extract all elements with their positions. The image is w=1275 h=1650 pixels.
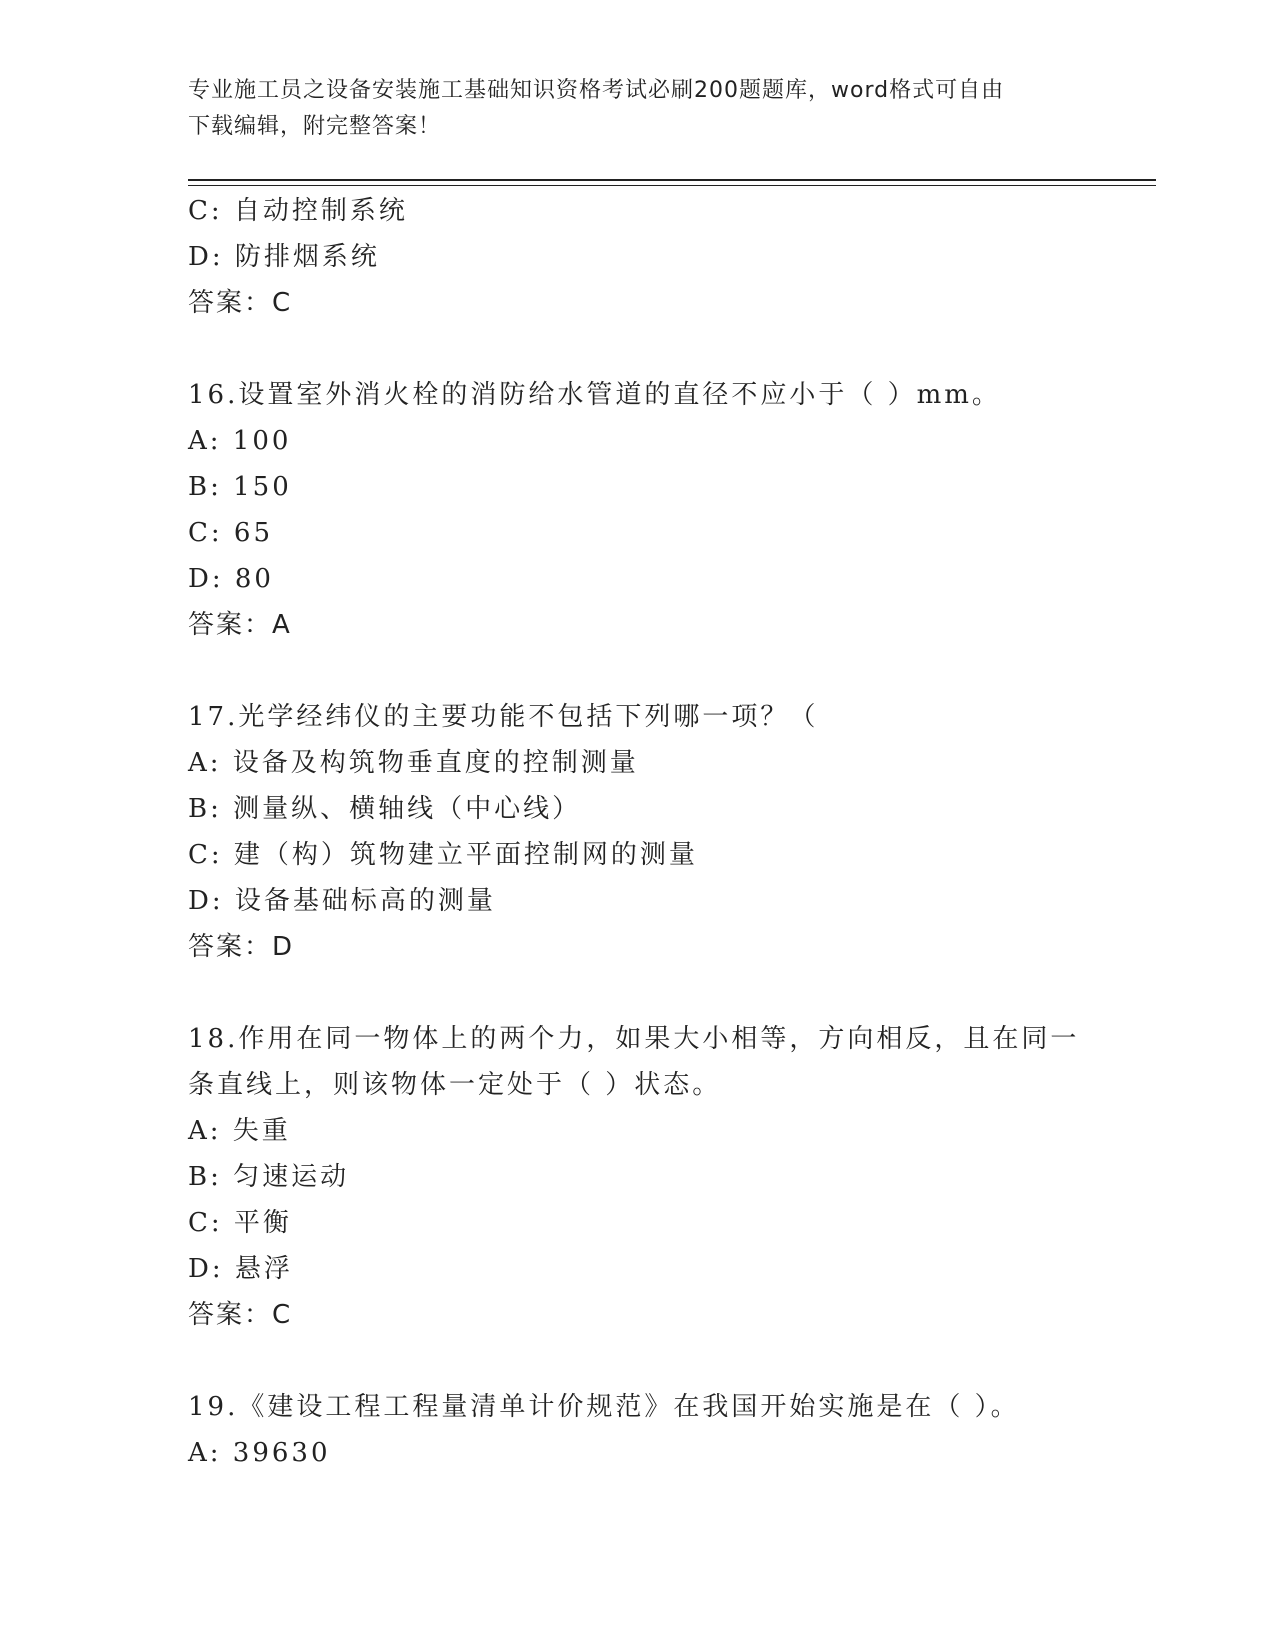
- header-rule-thick: [188, 179, 1156, 181]
- option-c: C: 自动控制系统: [188, 196, 408, 226]
- document-header: [188, 73, 1068, 145]
- answer-line: 答案：C: [188, 288, 293, 318]
- option-d: D: 悬浮: [188, 1254, 293, 1284]
- option-b: B: 测量纵、横轴线（中心线）: [188, 794, 582, 824]
- question-block-19: [188, 1384, 1088, 1476]
- option-a: A: 100: [188, 426, 292, 456]
- header-rule-thin: [188, 185, 1156, 186]
- spacer: [188, 970, 1088, 1016]
- answer-line: 答案：D: [188, 932, 295, 962]
- answer-line: 答案：C: [188, 1300, 293, 1330]
- answer-line: 答案：A: [188, 610, 292, 640]
- question-text: 19.《建设工程工程量清单计价规范》在我国开始实施是在（ ）。: [188, 1392, 1020, 1422]
- question-block-18: [188, 1016, 1088, 1338]
- option-d: D: 80: [188, 564, 274, 594]
- option-c: C: 65: [188, 518, 274, 548]
- option-c: C: 平衡: [188, 1208, 292, 1238]
- question-text: 17.光学经纬仪的主要功能不包括下列哪一项？（: [188, 702, 819, 732]
- question-block-16: [188, 372, 1088, 648]
- option-a: A: 设备及构筑物垂直度的控制测量: [188, 748, 639, 778]
- spacer: [188, 648, 1088, 694]
- question-content: [188, 188, 1088, 1476]
- question-text-line-2: 条直线上，则该物体一定处于（ ）状态。: [188, 1070, 722, 1100]
- option-c: C: 建（构）筑物建立平面控制网的测量: [188, 840, 698, 870]
- question-text: 16.设置室外消火栓的消防给水管道的直径不应小于（ ）mm。: [188, 380, 1001, 410]
- spacer: [188, 1338, 1088, 1384]
- header-line-2: 下载编辑，附完整答案！: [188, 114, 442, 139]
- option-b: B: 匀速运动: [188, 1162, 350, 1192]
- header-line-1: 专业施工员之设备安装施工基础知识资格考试必刷200题题库，word格式可自由: [188, 78, 1005, 103]
- option-b: B: 150: [188, 472, 292, 502]
- question-text-line-1: 18.作用在同一物体上的两个力，如果大小相等，方向相反，且在同一: [188, 1024, 1080, 1054]
- spacer: [188, 326, 1088, 372]
- option-d: D: 设备基础标高的测量: [188, 886, 496, 916]
- question-block-17: [188, 694, 1088, 970]
- option-d: D: 防排烟系统: [188, 242, 380, 272]
- question-block-15: [188, 188, 1088, 326]
- option-a: A: 失重: [188, 1116, 291, 1146]
- option-a: A: 39630: [188, 1438, 331, 1468]
